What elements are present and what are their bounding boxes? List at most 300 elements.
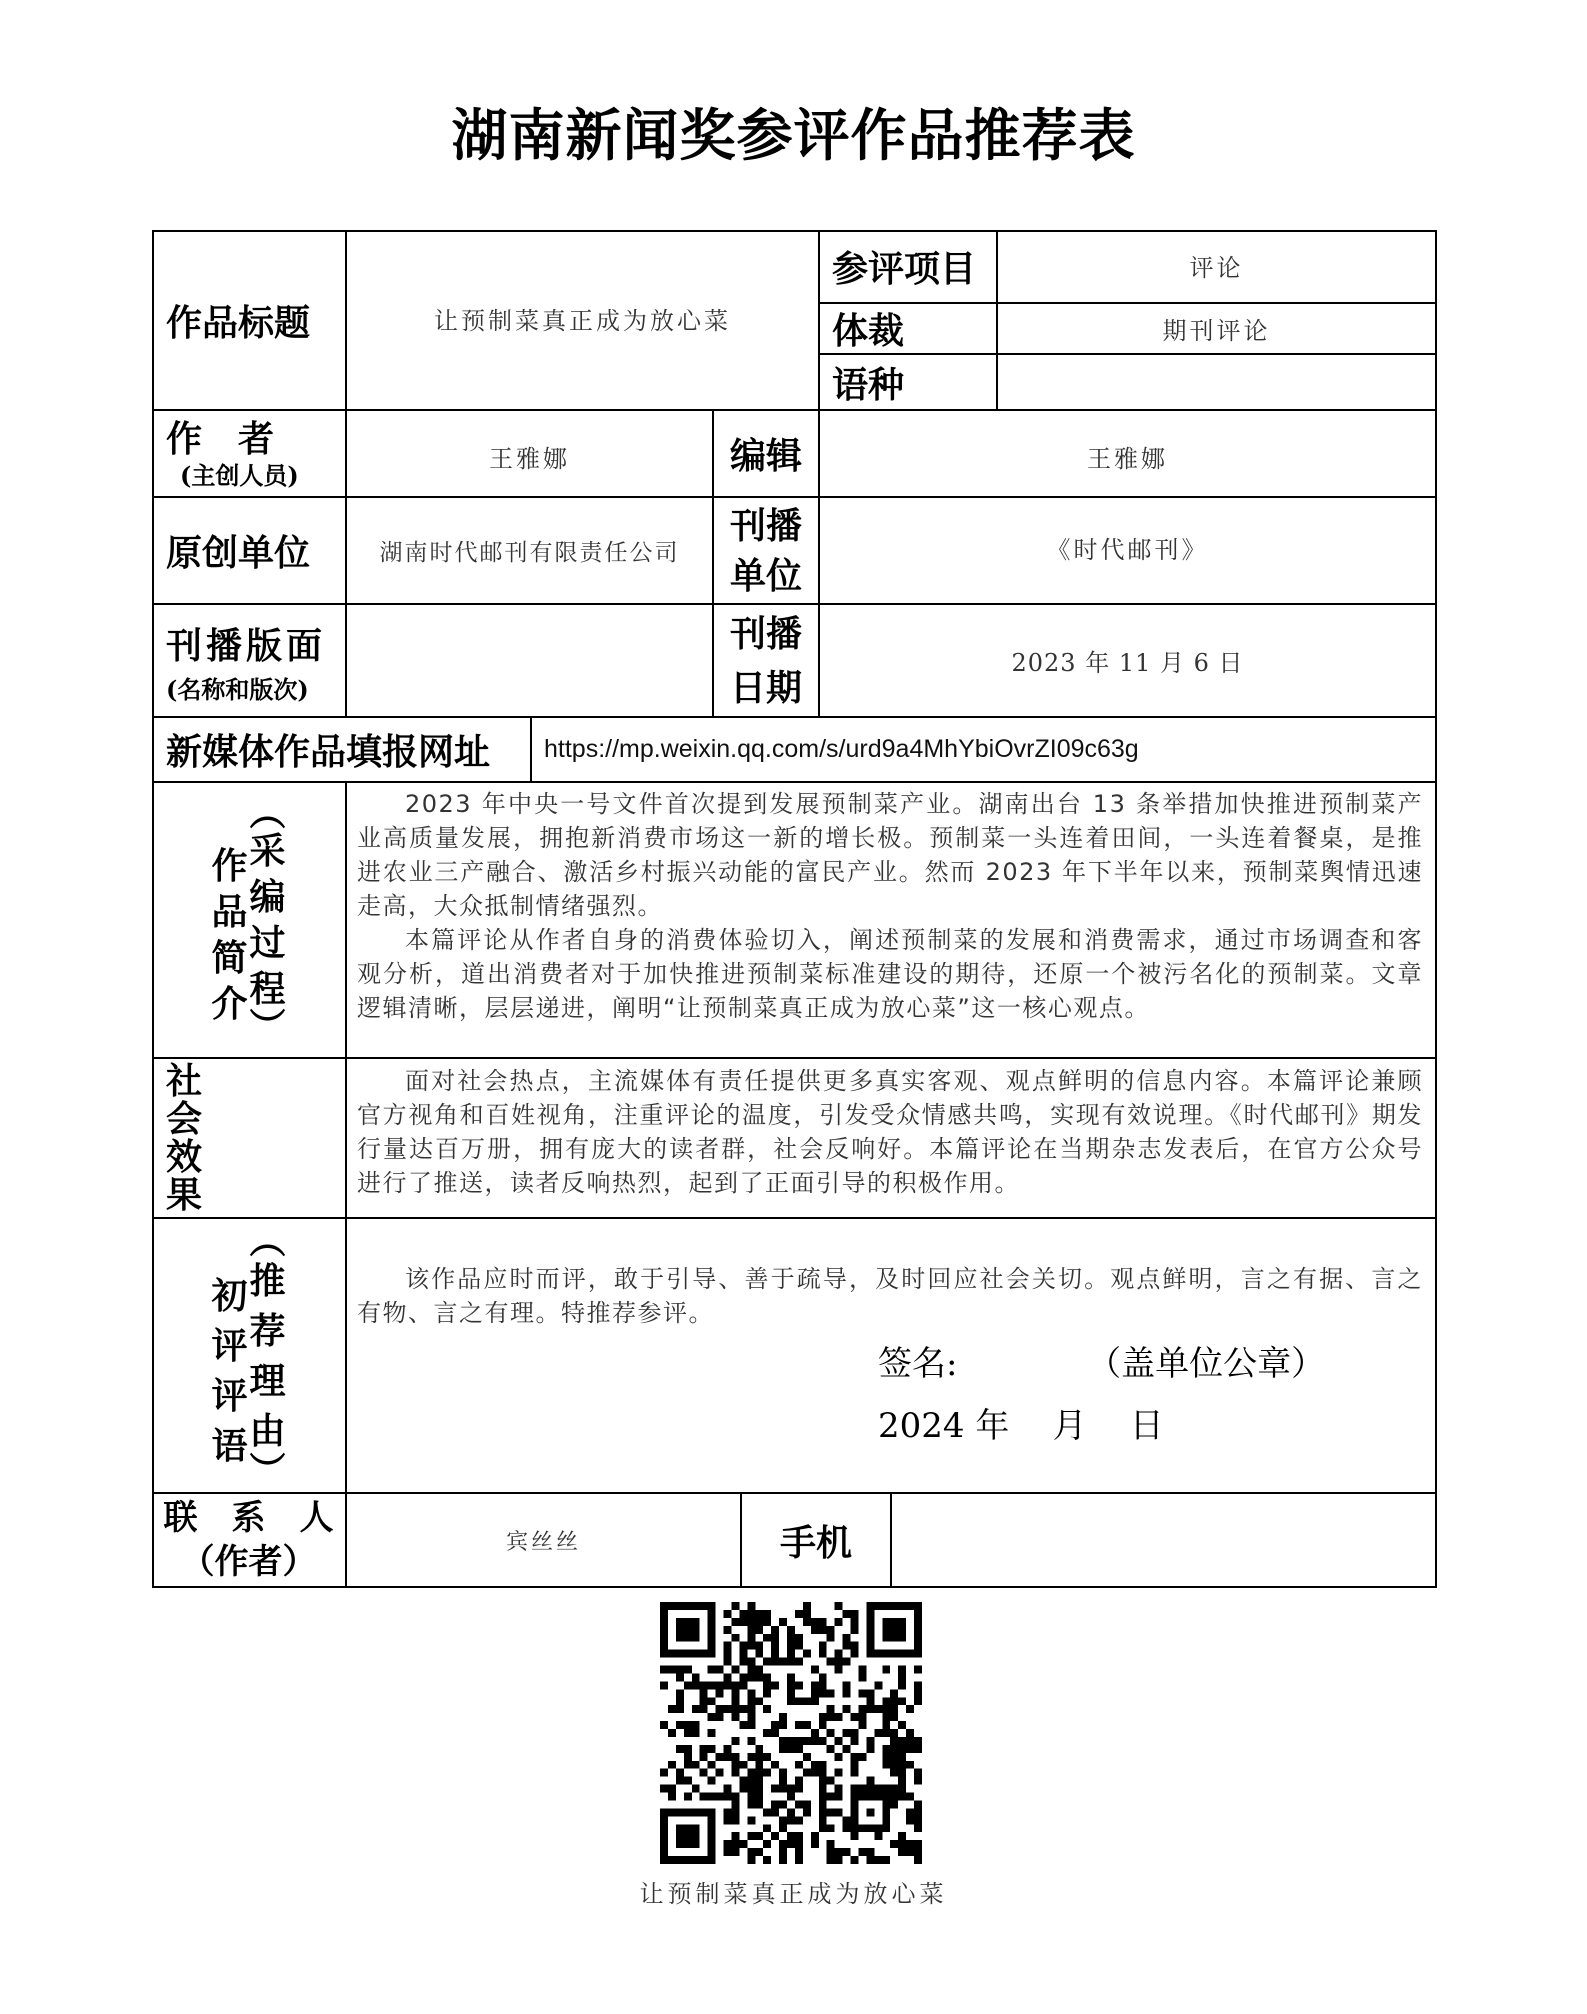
qr-module bbox=[890, 1729, 898, 1737]
qr-module bbox=[724, 1816, 732, 1824]
qr-module bbox=[684, 1832, 692, 1840]
qr-module bbox=[676, 1666, 684, 1674]
qr-module bbox=[866, 1610, 874, 1618]
social-effect-label-char: 社 bbox=[166, 1060, 203, 1102]
qr-module bbox=[851, 1626, 859, 1634]
qr-module bbox=[771, 1785, 779, 1793]
qr-module bbox=[843, 1816, 851, 1824]
qr-module bbox=[708, 1642, 716, 1650]
qr-module bbox=[827, 1729, 835, 1737]
qr-module bbox=[684, 1681, 692, 1689]
qr-module bbox=[795, 1856, 803, 1864]
qr-module bbox=[676, 1832, 684, 1840]
qr-module bbox=[890, 1689, 898, 1697]
qr-module bbox=[747, 1602, 755, 1610]
qr-module bbox=[708, 1602, 716, 1610]
qr-module bbox=[692, 1856, 700, 1864]
qr-module bbox=[914, 1824, 922, 1832]
qr-module bbox=[890, 1737, 898, 1745]
qr-module bbox=[866, 1697, 874, 1705]
qr-module bbox=[708, 1697, 716, 1705]
genre-label: 体裁 bbox=[832, 310, 905, 352]
qr-module bbox=[882, 1697, 890, 1705]
qr-module bbox=[731, 1602, 739, 1610]
qr-module bbox=[882, 1721, 890, 1729]
qr-module bbox=[898, 1626, 906, 1634]
qr-module bbox=[739, 1642, 747, 1650]
qr-module bbox=[882, 1650, 890, 1658]
qr-module bbox=[731, 1705, 739, 1713]
qr-module bbox=[668, 1602, 676, 1610]
qr-module bbox=[819, 1681, 827, 1689]
qr-module bbox=[882, 1824, 890, 1832]
qr-module bbox=[731, 1681, 739, 1689]
qr-module bbox=[692, 1650, 700, 1658]
qr-module bbox=[747, 1816, 755, 1824]
qr-module bbox=[684, 1729, 692, 1737]
qr-module bbox=[747, 1721, 755, 1729]
qr-module bbox=[787, 1658, 795, 1666]
qr-module bbox=[811, 1832, 819, 1840]
qr-module bbox=[676, 1721, 684, 1729]
qr-module bbox=[731, 1753, 739, 1761]
qr-module bbox=[787, 1808, 795, 1816]
recommendation-label-char: 初 bbox=[211, 1274, 248, 1317]
qr-module bbox=[827, 1848, 835, 1856]
qr-module bbox=[882, 1816, 890, 1824]
qr-module bbox=[779, 1721, 787, 1729]
qr-module bbox=[803, 1753, 811, 1761]
qr-module bbox=[708, 1816, 716, 1824]
qr-module bbox=[692, 1840, 700, 1848]
qr-module bbox=[914, 1697, 922, 1705]
qr-module bbox=[716, 1689, 724, 1697]
qr-module bbox=[843, 1610, 851, 1618]
qr-module bbox=[795, 1745, 803, 1753]
qr-module bbox=[747, 1626, 755, 1634]
contact-value: 宾丝丝 bbox=[505, 1529, 581, 1555]
qr-module bbox=[811, 1666, 819, 1674]
qr-module bbox=[692, 1634, 700, 1642]
qr-module bbox=[755, 1650, 763, 1658]
qr-module bbox=[716, 1666, 724, 1674]
qr-module bbox=[724, 1642, 732, 1650]
qr-module bbox=[747, 1697, 755, 1705]
language-label: 语种 bbox=[832, 363, 905, 406]
qr-module bbox=[779, 1856, 787, 1864]
qr-module bbox=[771, 1761, 779, 1769]
qr-module bbox=[858, 1753, 866, 1761]
publishing-unit-label bbox=[714, 498, 818, 603]
qr-module bbox=[668, 1793, 676, 1801]
qr-module bbox=[914, 1777, 922, 1785]
qr-module bbox=[668, 1785, 676, 1793]
qr-module bbox=[819, 1800, 827, 1808]
qr-module bbox=[898, 1602, 906, 1610]
qr-module bbox=[771, 1832, 779, 1840]
qr-module bbox=[755, 1673, 763, 1681]
new-media-url-link[interactable]: https://mp.weixin.qq.com/s/urd9a4MhYbiOvrZI09c63g bbox=[544, 735, 1139, 763]
qr-module bbox=[843, 1729, 851, 1737]
qr-module bbox=[851, 1793, 859, 1801]
qr-module bbox=[835, 1737, 843, 1745]
document-title: 湖南新闻奖参评作品推荐表 bbox=[451, 103, 1136, 169]
qr-module bbox=[882, 1713, 890, 1721]
qr-module bbox=[866, 1808, 874, 1816]
qr-module bbox=[684, 1618, 692, 1626]
recommendation-paren-close: ︶ bbox=[249, 1449, 286, 1492]
qr-module bbox=[692, 1721, 700, 1729]
qr-module bbox=[914, 1689, 922, 1697]
qr-module bbox=[779, 1840, 787, 1848]
qr-module bbox=[851, 1832, 859, 1840]
qr-module bbox=[684, 1753, 692, 1761]
qr-module bbox=[668, 1650, 676, 1658]
qr-module bbox=[874, 1729, 882, 1737]
qr-module bbox=[795, 1785, 803, 1793]
qr-module bbox=[755, 1761, 763, 1769]
new-media-url-label: 新媒体作品填报网址 bbox=[166, 731, 491, 773]
qr-module bbox=[795, 1634, 803, 1642]
qr-module bbox=[787, 1697, 795, 1705]
qr-module bbox=[708, 1777, 716, 1785]
qr-module bbox=[906, 1793, 914, 1801]
qr-module bbox=[787, 1793, 795, 1801]
signature-date: 2024 年 月 日 bbox=[878, 1406, 1164, 1446]
qr-module bbox=[843, 1848, 851, 1856]
qr-module bbox=[660, 1721, 668, 1729]
qr-module bbox=[771, 1681, 779, 1689]
qr-module bbox=[827, 1705, 835, 1713]
qr-module bbox=[731, 1737, 739, 1745]
qr-module bbox=[819, 1808, 827, 1816]
qr-module bbox=[882, 1785, 890, 1793]
qr-module bbox=[914, 1808, 922, 1816]
qr-module bbox=[866, 1785, 874, 1793]
qr-module bbox=[890, 1618, 898, 1626]
qr-module bbox=[914, 1642, 922, 1650]
qr-module bbox=[724, 1745, 732, 1753]
qr-module bbox=[724, 1626, 732, 1634]
summary-label-char: 程 bbox=[249, 968, 286, 1010]
qr-module bbox=[803, 1697, 811, 1705]
qr-module bbox=[692, 1705, 700, 1713]
qr-module bbox=[724, 1650, 732, 1658]
qr-module bbox=[851, 1800, 859, 1808]
qr-module bbox=[668, 1666, 676, 1674]
qr-module bbox=[898, 1681, 906, 1689]
qr-module bbox=[858, 1824, 866, 1832]
recommendation-label-char: 由 bbox=[249, 1409, 286, 1452]
qr-module bbox=[779, 1848, 787, 1856]
qr-module bbox=[803, 1808, 811, 1816]
qr-module bbox=[914, 1856, 922, 1864]
qr-module bbox=[866, 1737, 874, 1745]
summary-paragraph: 2023 年中央一号文件首次提到发展预制菜产业。湖南出台 13 条举措加快推进预制菜产业高质量发展，拥抱新消费市场这一新的增长极。预制菜一头连着田间，一头连着餐桌，是推进农业三产融合、激活乡村振兴动能的富民产业。然而 2023 年下半年以来，预制菜舆情迅速走高，大众抵制情绪强烈。 bbox=[357, 790, 1423, 920]
editor-label: 编辑 bbox=[729, 435, 802, 477]
author-label: 作 者 bbox=[166, 417, 275, 460]
qr-module bbox=[882, 1808, 890, 1816]
qr-module bbox=[898, 1777, 906, 1785]
qr-module bbox=[890, 1840, 898, 1848]
qr-module bbox=[755, 1745, 763, 1753]
qr-module bbox=[724, 1658, 732, 1666]
qr-module bbox=[676, 1824, 684, 1832]
qr-module bbox=[906, 1848, 914, 1856]
qr-module bbox=[795, 1642, 803, 1650]
qr-module bbox=[692, 1602, 700, 1610]
qr-code-icon[interactable] bbox=[660, 1602, 922, 1864]
summary-label bbox=[152, 783, 345, 1057]
qr-module bbox=[755, 1666, 763, 1674]
qr-module bbox=[708, 1793, 716, 1801]
qr-module bbox=[795, 1697, 803, 1705]
qr-module bbox=[851, 1769, 859, 1777]
qr-module bbox=[747, 1713, 755, 1721]
qr-module bbox=[747, 1658, 755, 1666]
qr-module bbox=[906, 1761, 914, 1769]
qr-module bbox=[731, 1800, 739, 1808]
qr-module bbox=[684, 1602, 692, 1610]
qr-module bbox=[700, 1793, 708, 1801]
qr-module bbox=[835, 1602, 843, 1610]
qr-module bbox=[684, 1856, 692, 1864]
qr-module bbox=[819, 1689, 827, 1697]
qr-module bbox=[827, 1634, 835, 1642]
qr-module bbox=[700, 1602, 708, 1610]
qr-module bbox=[906, 1650, 914, 1658]
summary-label-char: 过 bbox=[249, 922, 286, 964]
qr-module bbox=[898, 1753, 906, 1761]
qr-module bbox=[803, 1602, 811, 1610]
qr-module bbox=[660, 1848, 668, 1856]
qr-module bbox=[890, 1753, 898, 1761]
qr-module bbox=[763, 1824, 771, 1832]
qr-module bbox=[684, 1840, 692, 1848]
qr-module bbox=[898, 1673, 906, 1681]
qr-module bbox=[668, 1705, 676, 1713]
qr-module bbox=[708, 1856, 716, 1864]
qr-module bbox=[739, 1761, 747, 1769]
qr-module bbox=[676, 1626, 684, 1634]
qr-module bbox=[708, 1681, 716, 1689]
qr-module bbox=[898, 1721, 906, 1729]
qr-module bbox=[819, 1650, 827, 1658]
qr-module bbox=[890, 1745, 898, 1753]
qr-module bbox=[676, 1673, 684, 1681]
qr-module bbox=[731, 1713, 739, 1721]
qr-module bbox=[716, 1793, 724, 1801]
qr-module bbox=[779, 1618, 787, 1626]
qr-module bbox=[874, 1705, 882, 1713]
qr-module bbox=[882, 1626, 890, 1634]
qr-module bbox=[851, 1729, 859, 1737]
qr-module bbox=[835, 1650, 843, 1658]
publishing-page-sublabel: (名称和版次) bbox=[166, 674, 309, 704]
language-value[interactable] bbox=[998, 355, 1435, 409]
qr-module bbox=[692, 1729, 700, 1737]
publishing-page-label-cell bbox=[152, 605, 345, 716]
qr-module bbox=[787, 1673, 795, 1681]
qr-module bbox=[866, 1642, 874, 1650]
qr-module bbox=[692, 1761, 700, 1769]
qr-module bbox=[668, 1761, 676, 1769]
qr-module bbox=[851, 1856, 859, 1864]
qr-module bbox=[763, 1705, 771, 1713]
qr-module bbox=[779, 1777, 787, 1785]
qr-module bbox=[739, 1650, 747, 1658]
qr-module bbox=[898, 1840, 906, 1848]
qr-module bbox=[763, 1840, 771, 1848]
qr-module bbox=[914, 1800, 922, 1808]
qr-module bbox=[851, 1753, 859, 1761]
qr-module bbox=[692, 1808, 700, 1816]
qr-module bbox=[684, 1761, 692, 1769]
qr-module bbox=[771, 1626, 779, 1634]
qr-module bbox=[898, 1761, 906, 1769]
qr-module bbox=[914, 1840, 922, 1848]
qr-module bbox=[763, 1634, 771, 1642]
qr-module bbox=[803, 1769, 811, 1777]
qr-module bbox=[819, 1642, 827, 1650]
qr-module bbox=[660, 1824, 668, 1832]
qr-module bbox=[882, 1618, 890, 1626]
qr-module bbox=[851, 1610, 859, 1618]
qr-module bbox=[724, 1793, 732, 1801]
qr-module bbox=[763, 1769, 771, 1777]
qr-module bbox=[708, 1745, 716, 1753]
qr-module bbox=[747, 1689, 755, 1697]
qr-module bbox=[731, 1666, 739, 1674]
qr-module bbox=[803, 1800, 811, 1808]
qr-module bbox=[882, 1634, 890, 1642]
qr-module bbox=[747, 1705, 755, 1713]
qr-module bbox=[827, 1745, 835, 1753]
qr-module bbox=[708, 1824, 716, 1832]
qr-module bbox=[771, 1808, 779, 1816]
qr-module bbox=[866, 1777, 874, 1785]
qr-module bbox=[835, 1666, 843, 1674]
qr-module bbox=[763, 1689, 771, 1697]
qr-module bbox=[906, 1745, 914, 1753]
qr-module bbox=[890, 1800, 898, 1808]
qr-module bbox=[843, 1658, 851, 1666]
qr-module bbox=[835, 1769, 843, 1777]
signature-line: 签名: （盖单位公章） bbox=[878, 1344, 1326, 1384]
qr-module bbox=[747, 1618, 755, 1626]
qr-module bbox=[692, 1681, 700, 1689]
qr-module bbox=[692, 1832, 700, 1840]
qr-module bbox=[819, 1626, 827, 1634]
qr-module bbox=[795, 1816, 803, 1824]
qr-module bbox=[731, 1769, 739, 1777]
qr-module bbox=[795, 1681, 803, 1689]
qr-module bbox=[779, 1713, 787, 1721]
qr-module bbox=[708, 1729, 716, 1737]
qr-module bbox=[890, 1769, 898, 1777]
phone-value[interactable] bbox=[892, 1494, 1435, 1586]
qr-module bbox=[739, 1610, 747, 1618]
qr-module bbox=[827, 1658, 835, 1666]
phone-label: 手机 bbox=[779, 1521, 852, 1564]
qr-module bbox=[851, 1816, 859, 1824]
qr-module bbox=[747, 1777, 755, 1785]
qr-module bbox=[835, 1808, 843, 1816]
qr-module bbox=[755, 1610, 763, 1618]
qr-module bbox=[787, 1681, 795, 1689]
qr-module bbox=[914, 1666, 922, 1674]
summary-label-char: 品 bbox=[211, 891, 248, 933]
qr-module bbox=[779, 1785, 787, 1793]
summary-label-char: 简 bbox=[211, 937, 248, 979]
qr-module bbox=[898, 1650, 906, 1658]
qr-module bbox=[787, 1816, 795, 1824]
qr-module bbox=[914, 1610, 922, 1618]
qr-module bbox=[739, 1777, 747, 1785]
qr-module bbox=[890, 1602, 898, 1610]
qr-module bbox=[866, 1745, 874, 1753]
qr-module bbox=[851, 1642, 859, 1650]
qr-module bbox=[787, 1642, 795, 1650]
qr-module bbox=[684, 1721, 692, 1729]
qr-module bbox=[787, 1626, 795, 1634]
contact-sublabel: （作者） bbox=[180, 1542, 317, 1582]
qr-module bbox=[708, 1840, 716, 1848]
social-effect-label-char: 果 bbox=[166, 1174, 203, 1216]
qr-module bbox=[882, 1856, 890, 1864]
qr-module bbox=[739, 1658, 747, 1666]
qr-module bbox=[914, 1745, 922, 1753]
qr-module bbox=[708, 1761, 716, 1769]
qr-module bbox=[827, 1856, 835, 1864]
author-value: 王雅娜 bbox=[489, 445, 570, 473]
qr-module bbox=[660, 1602, 668, 1610]
col-divider bbox=[345, 781, 347, 1587]
contact-label-cell bbox=[152, 1494, 345, 1586]
qr-module bbox=[819, 1793, 827, 1801]
qr-module bbox=[739, 1705, 747, 1713]
qr-module bbox=[898, 1848, 906, 1856]
contact-label: 联 系 人 bbox=[163, 1498, 334, 1538]
qr-module bbox=[819, 1761, 827, 1769]
qr-module bbox=[874, 1832, 882, 1840]
qr-module bbox=[811, 1689, 819, 1697]
qr-module bbox=[898, 1634, 906, 1642]
qr-module bbox=[700, 1769, 708, 1777]
publishing-page-value[interactable] bbox=[347, 605, 712, 716]
qr-module bbox=[827, 1777, 835, 1785]
qr-module bbox=[684, 1666, 692, 1674]
qr-module bbox=[724, 1681, 732, 1689]
qr-module bbox=[819, 1785, 827, 1793]
qr-module bbox=[708, 1848, 716, 1856]
qr-module bbox=[898, 1769, 906, 1777]
qr-module bbox=[795, 1832, 803, 1840]
qr-module bbox=[819, 1777, 827, 1785]
qr-module bbox=[866, 1626, 874, 1634]
qr-module bbox=[684, 1626, 692, 1634]
qr-module bbox=[906, 1737, 914, 1745]
qr-module bbox=[898, 1745, 906, 1753]
summary-paragraph: 本篇评论从作者自身的消费体验切入，阐述预制菜的发展和消费需求，通过市场调查和客观分析，道出消费者对于加快推进预制菜标准建设的期待，还原一个被污名化的预制菜。文章逻辑清晰，层层递进，阐明“让预制菜真正成为放心菜”这一核心观点。 bbox=[357, 926, 1423, 1022]
qr-module bbox=[692, 1626, 700, 1634]
qr-module bbox=[747, 1856, 755, 1864]
qr-module bbox=[755, 1785, 763, 1793]
qr-module bbox=[795, 1800, 803, 1808]
recommendation-paren-open: ︵ bbox=[249, 1219, 286, 1262]
qr-module bbox=[819, 1721, 827, 1729]
qr-module bbox=[858, 1673, 866, 1681]
